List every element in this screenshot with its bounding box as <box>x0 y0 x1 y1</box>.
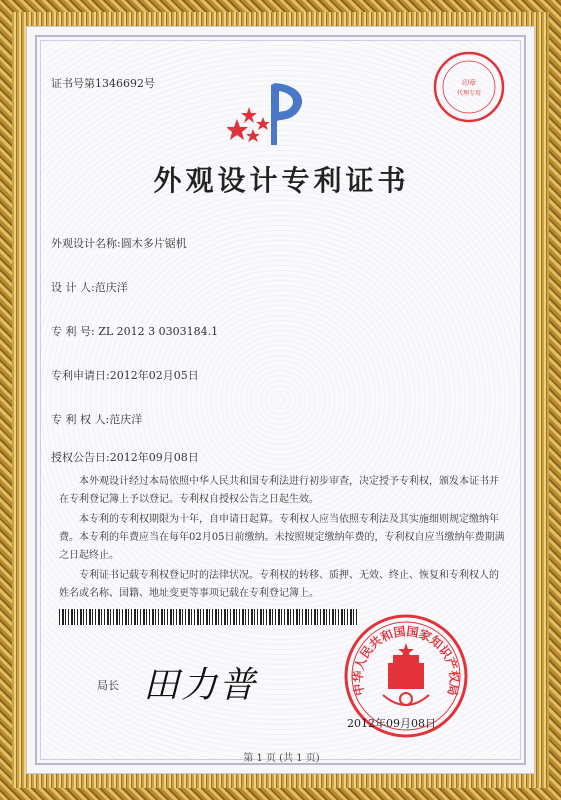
svg-text:代理专用: 代理专用 <box>456 90 482 97</box>
filing-date-field: 专利申请日:2012年02月05日 <box>51 369 199 382</box>
paragraph-grant: 本外观设计经过本局依照中华人民共和国专利法进行初步审查，决定授予专利权，颁发本证书并在专利登记簿上予以登记。专利权自授权公告之日起生效。 <box>59 476 499 505</box>
director-label: 局长 <box>97 679 119 692</box>
design-name-field: 外观设计名称:圆木多片锯机 <box>51 237 187 250</box>
designer-field: 设 计 人:范庆洋 <box>51 281 128 294</box>
seal-date: 2012年09月08日 <box>347 717 436 730</box>
svg-text:印章: 印章 <box>462 79 476 87</box>
agency-stamp-icon <box>431 49 507 125</box>
paragraph-record: 专利证书记载专利权登记时的法律状况。专利权的转移、质押、无效、终止、恢复和专利权人的姓名或名称、国籍、地址变更等事项记载在专利登记簿上。 <box>59 570 499 599</box>
director-signature: 田力普 <box>143 665 258 706</box>
patent-number-field: 专 利 号: ZL 2012 3 0303184.1 <box>51 325 219 338</box>
patent-office-logo-icon <box>227 79 317 149</box>
barcode <box>59 609 359 625</box>
page-footer: 第 1 页 (共 1 页) <box>243 753 320 764</box>
certificate-title: 外观设计专利证书 <box>153 164 410 197</box>
svg-text:中华人民共和国国家知识产权局: 中华人民共和国国家知识产权局 <box>350 624 462 697</box>
announce-date-field: 授权公告日:2012年09月08日 <box>51 451 199 464</box>
certificate-paper <box>26 26 535 774</box>
paragraph-term: 本专利的专利权期限为十年，自申请日起算。专利权人应当依照专利法及其实施细则规定缴纳年费。本专利的年费应当在每年02月05日前缴纳。未按照规定缴纳年费的，专利权自应当缴纳年费期满之日起终止。 <box>59 514 505 561</box>
patentee-field: 专 利 权 人:范庆洋 <box>51 413 143 426</box>
certificate-number: 证书号第1346692号 <box>51 77 155 90</box>
